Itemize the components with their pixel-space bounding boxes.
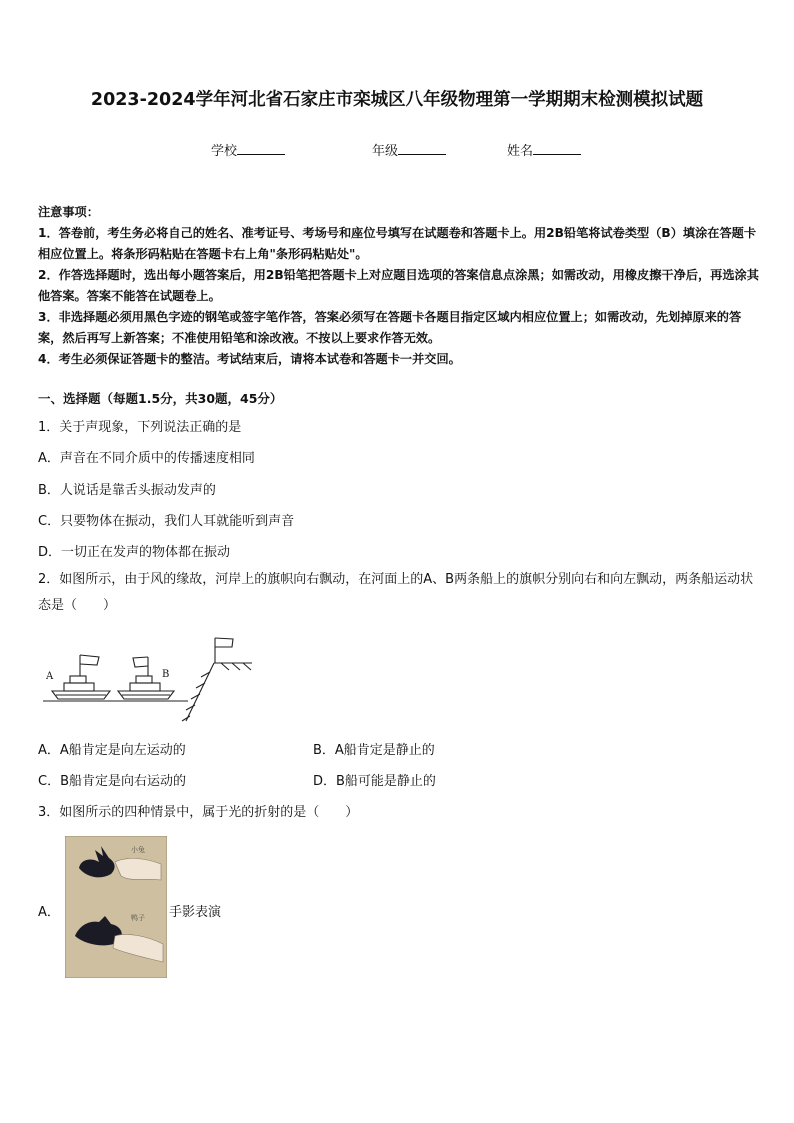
grade-field	[372, 140, 446, 159]
bank-hatch	[191, 694, 200, 699]
note-item: 1．答卷前，考生务必将自己的姓名、准考证号、考场号和座位号填写在试题卷和答题卡上。用2B铅笔将试卷类型（B）填涂在答题卡相应位置上。将条形码粘贴在答题卡右上角"条形码粘贴处"。	[38, 226, 757, 261]
boat-b-cabin-top	[136, 676, 152, 683]
school-field	[211, 140, 285, 159]
q2-option-c: C．B船肯定是向右运动的	[38, 774, 186, 789]
q1-stem: 1．关于声现象，下列说法正确的是	[38, 420, 242, 435]
q1-option-c: C．只要物体在振动，我们人耳就能听到声音	[38, 514, 295, 529]
q3-option-a-label: A．	[38, 905, 60, 920]
boats-figure	[38, 633, 258, 725]
name-label: 姓名	[507, 144, 534, 159]
q3-stem: 3．如图所示的四种情景中，属于光的折射的是（ ）	[38, 805, 359, 820]
grade-blank	[398, 142, 446, 155]
boat-b-cabin	[130, 683, 160, 691]
q2-option-d: D．B船可能是静止的	[313, 774, 436, 789]
q1-option-a: A．声音在不同介质中的传播速度相同	[38, 451, 255, 466]
boat-a-label: A	[46, 671, 54, 682]
q2-option-a: A．A船肯定是向左运动的	[38, 743, 186, 758]
boat-b-flag	[133, 657, 148, 667]
boat-b-label: B	[162, 669, 170, 680]
image-mark-bottom: 鸭子	[131, 914, 145, 922]
section-heading: 一、选择题（每题1.5分，共30题，45分）	[38, 391, 283, 406]
hand-shadow-image	[65, 836, 167, 978]
q3-option-a-caption: 手影表演	[169, 905, 222, 920]
q1-option-b: B．人说话是靠舌头振动发声的	[38, 483, 216, 498]
boat-a-flag	[80, 655, 99, 665]
notes-block	[38, 202, 760, 370]
top-hands	[115, 858, 161, 880]
bank-hatch	[232, 663, 240, 670]
bank-hatch	[186, 705, 195, 710]
school-blank	[237, 142, 285, 155]
q1-option-d: D．一切正在发声的物体都在振动	[38, 545, 231, 560]
note-item: 3．非选择题必须用黑色字迹的钢笔或签字笔作答，答案必须写在答题卡各题目指定区域内相应位置上；如需改动，先划掉原来的答案，然后再写上新答案；不准使用铅笔和涂改液。不按以上要求作答无效。	[38, 310, 742, 345]
grade-label: 年级	[372, 144, 399, 159]
bank-hatch	[221, 663, 229, 670]
boat-a-cabin-top	[70, 676, 86, 683]
notes-heading: 注意事项：	[38, 205, 99, 219]
name-field	[507, 140, 581, 159]
page-title: 2023-2024学年河北省石家庄市栾城区八年级物理第一学期期末检测模拟试题	[90, 90, 704, 110]
note-item: 2．作答选择题时，选出每小题答案后，用2B铅笔把答题卡上对应题目选项的答案信息点涂黑；如需改动，用橡皮擦干净后，再选涂其他答案。答案不能答在试题卷上。	[38, 268, 759, 303]
q2-stem: 2．如图所示，由于风的缘故，河岸上的旗帜向右飘动，在河面上的A、B两条船上的旗帜分别向右和向左飘动，两条船运动状态是（ ）	[38, 572, 754, 613]
boat-a-cabin	[64, 683, 94, 691]
image-mark-top: 小兔	[131, 846, 145, 854]
q2-option-b: B．A船肯定是静止的	[313, 743, 435, 758]
school-label: 学校	[211, 144, 238, 159]
bank-flag	[215, 638, 233, 647]
bank-hatch	[243, 663, 251, 670]
name-blank	[533, 142, 581, 155]
note-item: 4．考生必须保证答题卡的整洁。考试结束后，请将本试卷和答题卡一并交回。	[38, 352, 461, 366]
